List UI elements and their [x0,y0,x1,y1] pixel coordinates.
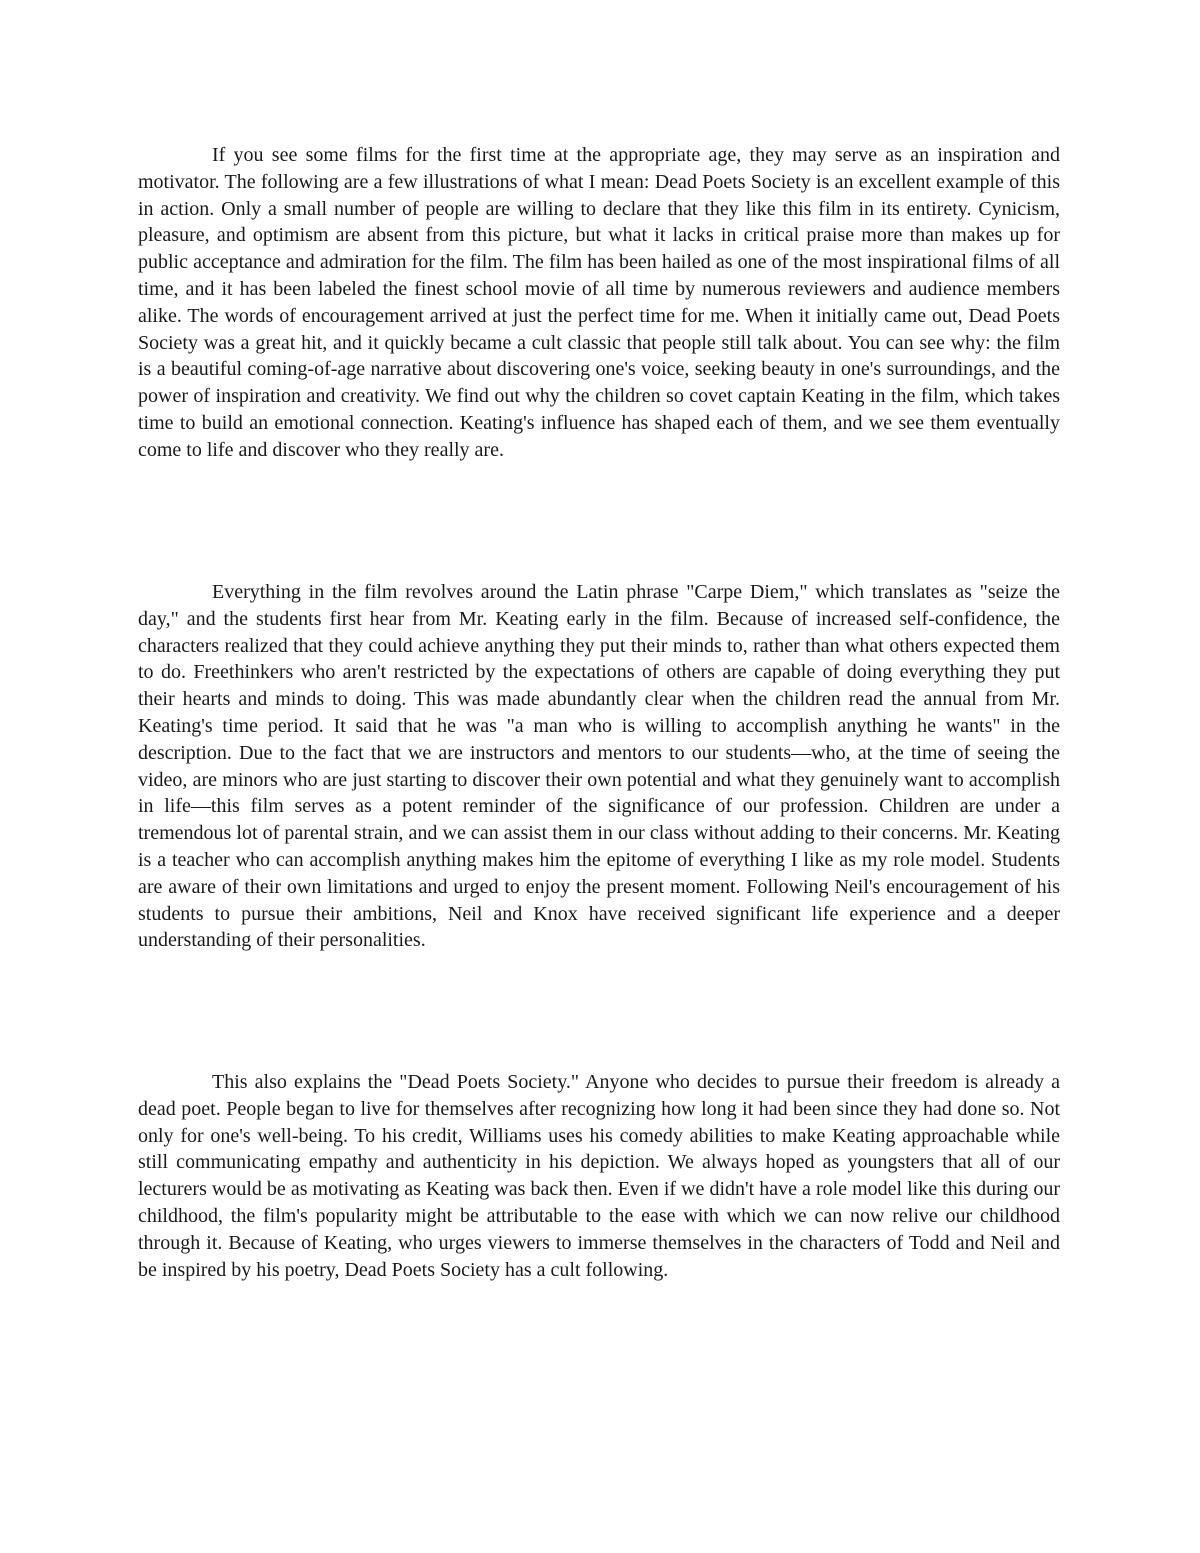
paragraph-1: If you see some films for the first time at the appropriate age, they may serve as an inspiration and motivator. The following are a few illustrations of what I mean: Dead Poets Society is an excellent example of this in action. Only a small number of people are willing to declare that they like this film in its entirety. Cynicism, pleasure, and optimism are absent from this picture, but what it lacks in critical praise more than makes up for public acceptance and admiration for the film. The film has been hailed as one of the most inspirational films of all time, and it has been labeled the finest school movie of all time by numerous reviewers and audience members alike. The words of encouragement arrived at just the perfect time for me. When it initially came out, Dead Poets Society was a great hit, and it quickly became a cult classic that people still talk about. You can see why: the film is a beautiful coming-of-age narrative about discovering one's voice, seeking beauty in one's surroundings, and the power of inspiration and creativity. We find out why the children so covet captain Keating in the film, which takes time to build an emotional connection. Keating's influence has shaped each of them, and we see them eventually come to life and discover who they really are. [138,144,1060,461]
paragraph-3: This also explains the "Dead Poets Society." Anyone who decides to pursue their freedom is already a dead poet. People began to live for themselves after recognizing how long it had been since they had done so. Not only for one's well-being. To his credit, Williams uses his comedy abilities to make Keating approachable while still communicating empathy and authenticity in his depiction. We always hoped as youngsters that all of our lecturers would be as motivating as Keating was back then. Even if we didn't have a role model like this during our childhood, the film's popularity might be attributable to the ease with which we can now relive our childhood through it. Because of Keating, who urges viewers to immerse themselves in the characters of Todd and Neil and be inspired by his poetry, Dead Poets Society has a cult following. [138,1071,1060,1281]
paragraph-2: Everything in the film revolves around the Latin phrase "Carpe Diem," which translates as "seize the day," and the students first hear from Mr. Keating early in the film. Because of increased self-confidence, the characters realized that they could achieve anything they put their minds to, rather than what others expected them to do. Freethinkers who aren't restricted by the expectations of others are capable of doing everything they put their hearts and minds to doing. This was made abundantly clear when the children read the annual from Mr. Keating's time period. It said that he was "a man who is willing to accomplish anything he wants" in the description. Due to the fact that we are instructors and mentors to our students—who, at the time of seeing the video, are minors who are just starting to discover their own potential and what they genuinely want to accomplish in life—this film serves as a potent reminder of the significance of our profession. Children are under a tremendous lot of parental strain, and we can assist them in our class without adding to their concerns. Mr. Keating is a teacher who can accomplish anything makes him the epitome of everything I like as my role model. Students are aware of their own limitations and urged to enjoy the present moment. Following Neil's encouragement of his students to pursue their ambitions, Neil and Knox have received significant life experience and a deeper understanding of their personalities. [138,581,1060,952]
